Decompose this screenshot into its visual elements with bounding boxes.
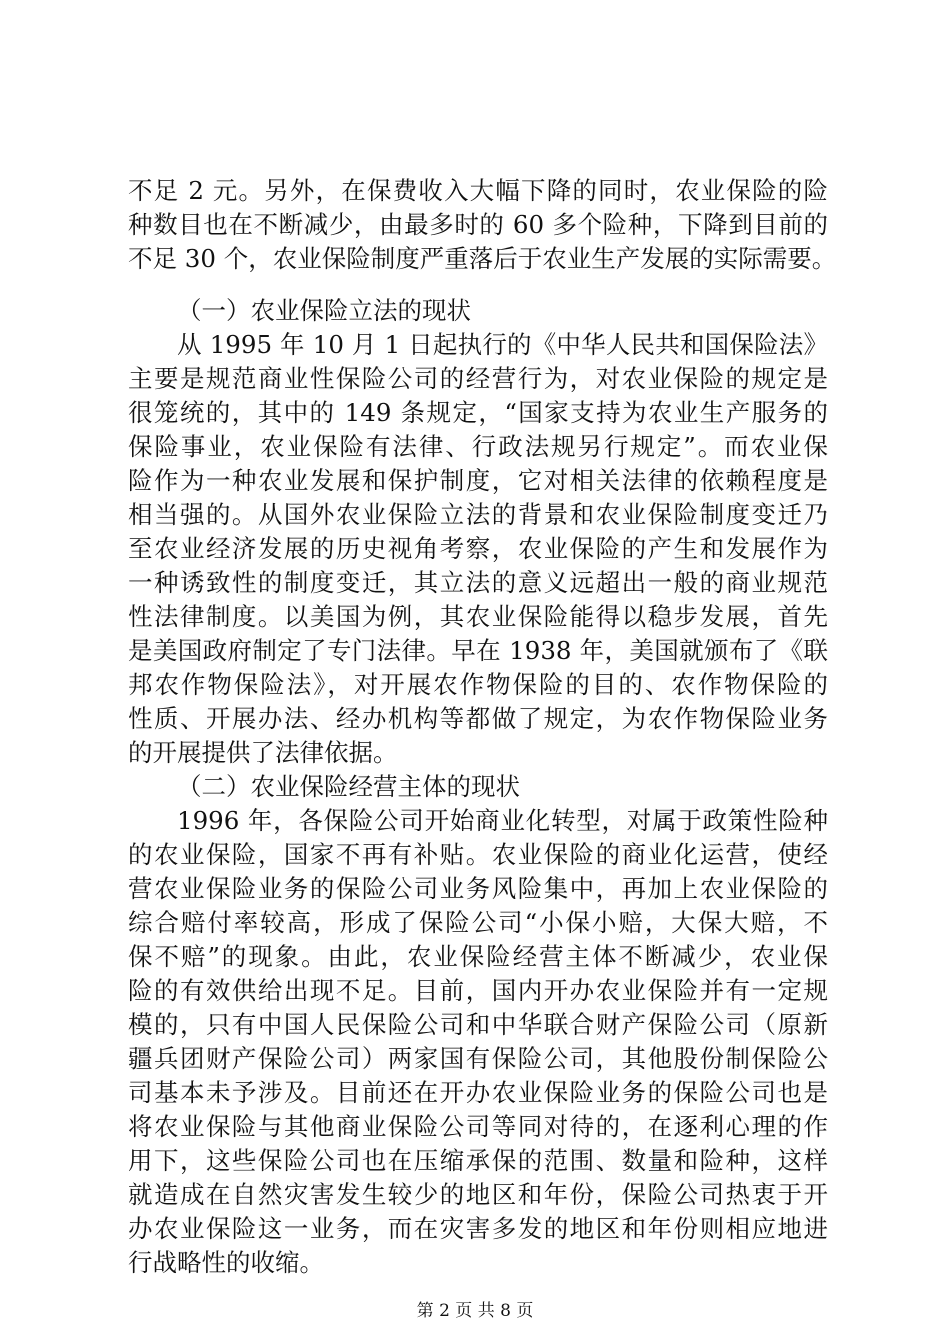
- text-line: 邦农作物保险法》，对开展农作物保险的目的、农作物保险的: [128, 670, 828, 699]
- text-line: 不足 2 元。另外，在保费收入大幅下降的同时，农业保险的险: [128, 176, 828, 205]
- section-heading-legislation: （一）农业保险立法的现状: [177, 296, 471, 325]
- text-line: 险的有效供给出现不足。目前，国内开办农业保险并有一定规: [128, 976, 828, 1005]
- text-line: 用下，这些保险公司也在压缩承保的范围、数量和险种，这样: [128, 1146, 828, 1175]
- section-heading-operators: （二）农业保险经营主体的现状: [177, 772, 520, 801]
- text-line: 性法律制度。以美国为例，其农业保险能得以稳步发展，首先: [128, 602, 828, 631]
- text-line: 从 1995 年 10 月 1 日起执行的《中华人民共和国保险法》: [177, 330, 828, 359]
- text-line: 1996 年，各保险公司开始商业化转型，对属于政策性险种: [177, 806, 828, 835]
- text-line: 办农业保险这一业务，而在灾害多发的地区和年份则相应地进: [128, 1214, 828, 1243]
- text-line: 行战略性的收缩。: [128, 1248, 324, 1277]
- text-line: 险作为一种农业发展和保护制度，它对相关法律的依赖程度是: [128, 466, 828, 495]
- text-line: 保险事业，农业保险有法律、行政法规另行规定”。而农业保: [128, 432, 828, 461]
- text-line: 很笼统的，其中的 149 条规定，“国家支持为农业生产服务的: [128, 398, 828, 427]
- text-line: 司基本未予涉及。目前还在开办农业保险业务的保险公司也是: [128, 1078, 828, 1107]
- text-line: 不足 30 个，农业保险制度严重落后于农业生产发展的实际需要。: [128, 244, 837, 273]
- text-line: 相当强的。从国外农业保险立法的背景和农业保险制度变迁乃: [128, 500, 828, 529]
- text-line: 就造成在自然灾害发生较少的地区和年份，保险公司热衷于开: [128, 1180, 828, 1209]
- text-line: 综合赔付率较高，形成了保险公司“小保小赔，大保大赔，不: [128, 908, 828, 937]
- text-line: 疆兵团财产保险公司）两家国有保险公司，其他股份制保险公: [128, 1044, 828, 1073]
- text-line: 的农业保险，国家不再有补贴。农业保险的商业化运营，使经: [128, 840, 828, 869]
- page-number-footer: 第 2 页 共 8 页: [416, 1301, 534, 1321]
- text-line: 营农业保险业务的保险公司业务风险集中，再加上农业保险的: [128, 874, 828, 903]
- text-line: 至农业经济发展的历史视角考察，农业保险的产生和发展作为: [128, 534, 828, 563]
- text-line: 一种诱致性的制度变迁，其立法的意义远超出一般的商业规范: [128, 568, 828, 597]
- text-line: 的开展提供了法律依据。: [128, 738, 398, 767]
- text-line: 种数目也在不断减少，由最多时的 60 多个险种，下降到目前的: [128, 210, 828, 239]
- text-line: 主要是规范商业性保险公司的经营行为，对农业保险的规定是: [128, 364, 828, 393]
- text-line: 性质、开展办法、经办机构等都做了规定，为农作物保险业务: [128, 704, 828, 733]
- text-line: 模的，只有中国人民保险公司和中华联合财产保险公司（原新: [128, 1010, 828, 1039]
- text-line: 保不赔”的现象。由此，农业保险经营主体不断减少，农业保: [128, 942, 828, 971]
- text-line: 将农业保险与其他商业保险公司等同对待的，在逐利心理的作: [128, 1112, 828, 1141]
- text-line: 是美国政府制定了专门法律。早在 1938 年，美国就颁布了《联: [128, 636, 828, 665]
